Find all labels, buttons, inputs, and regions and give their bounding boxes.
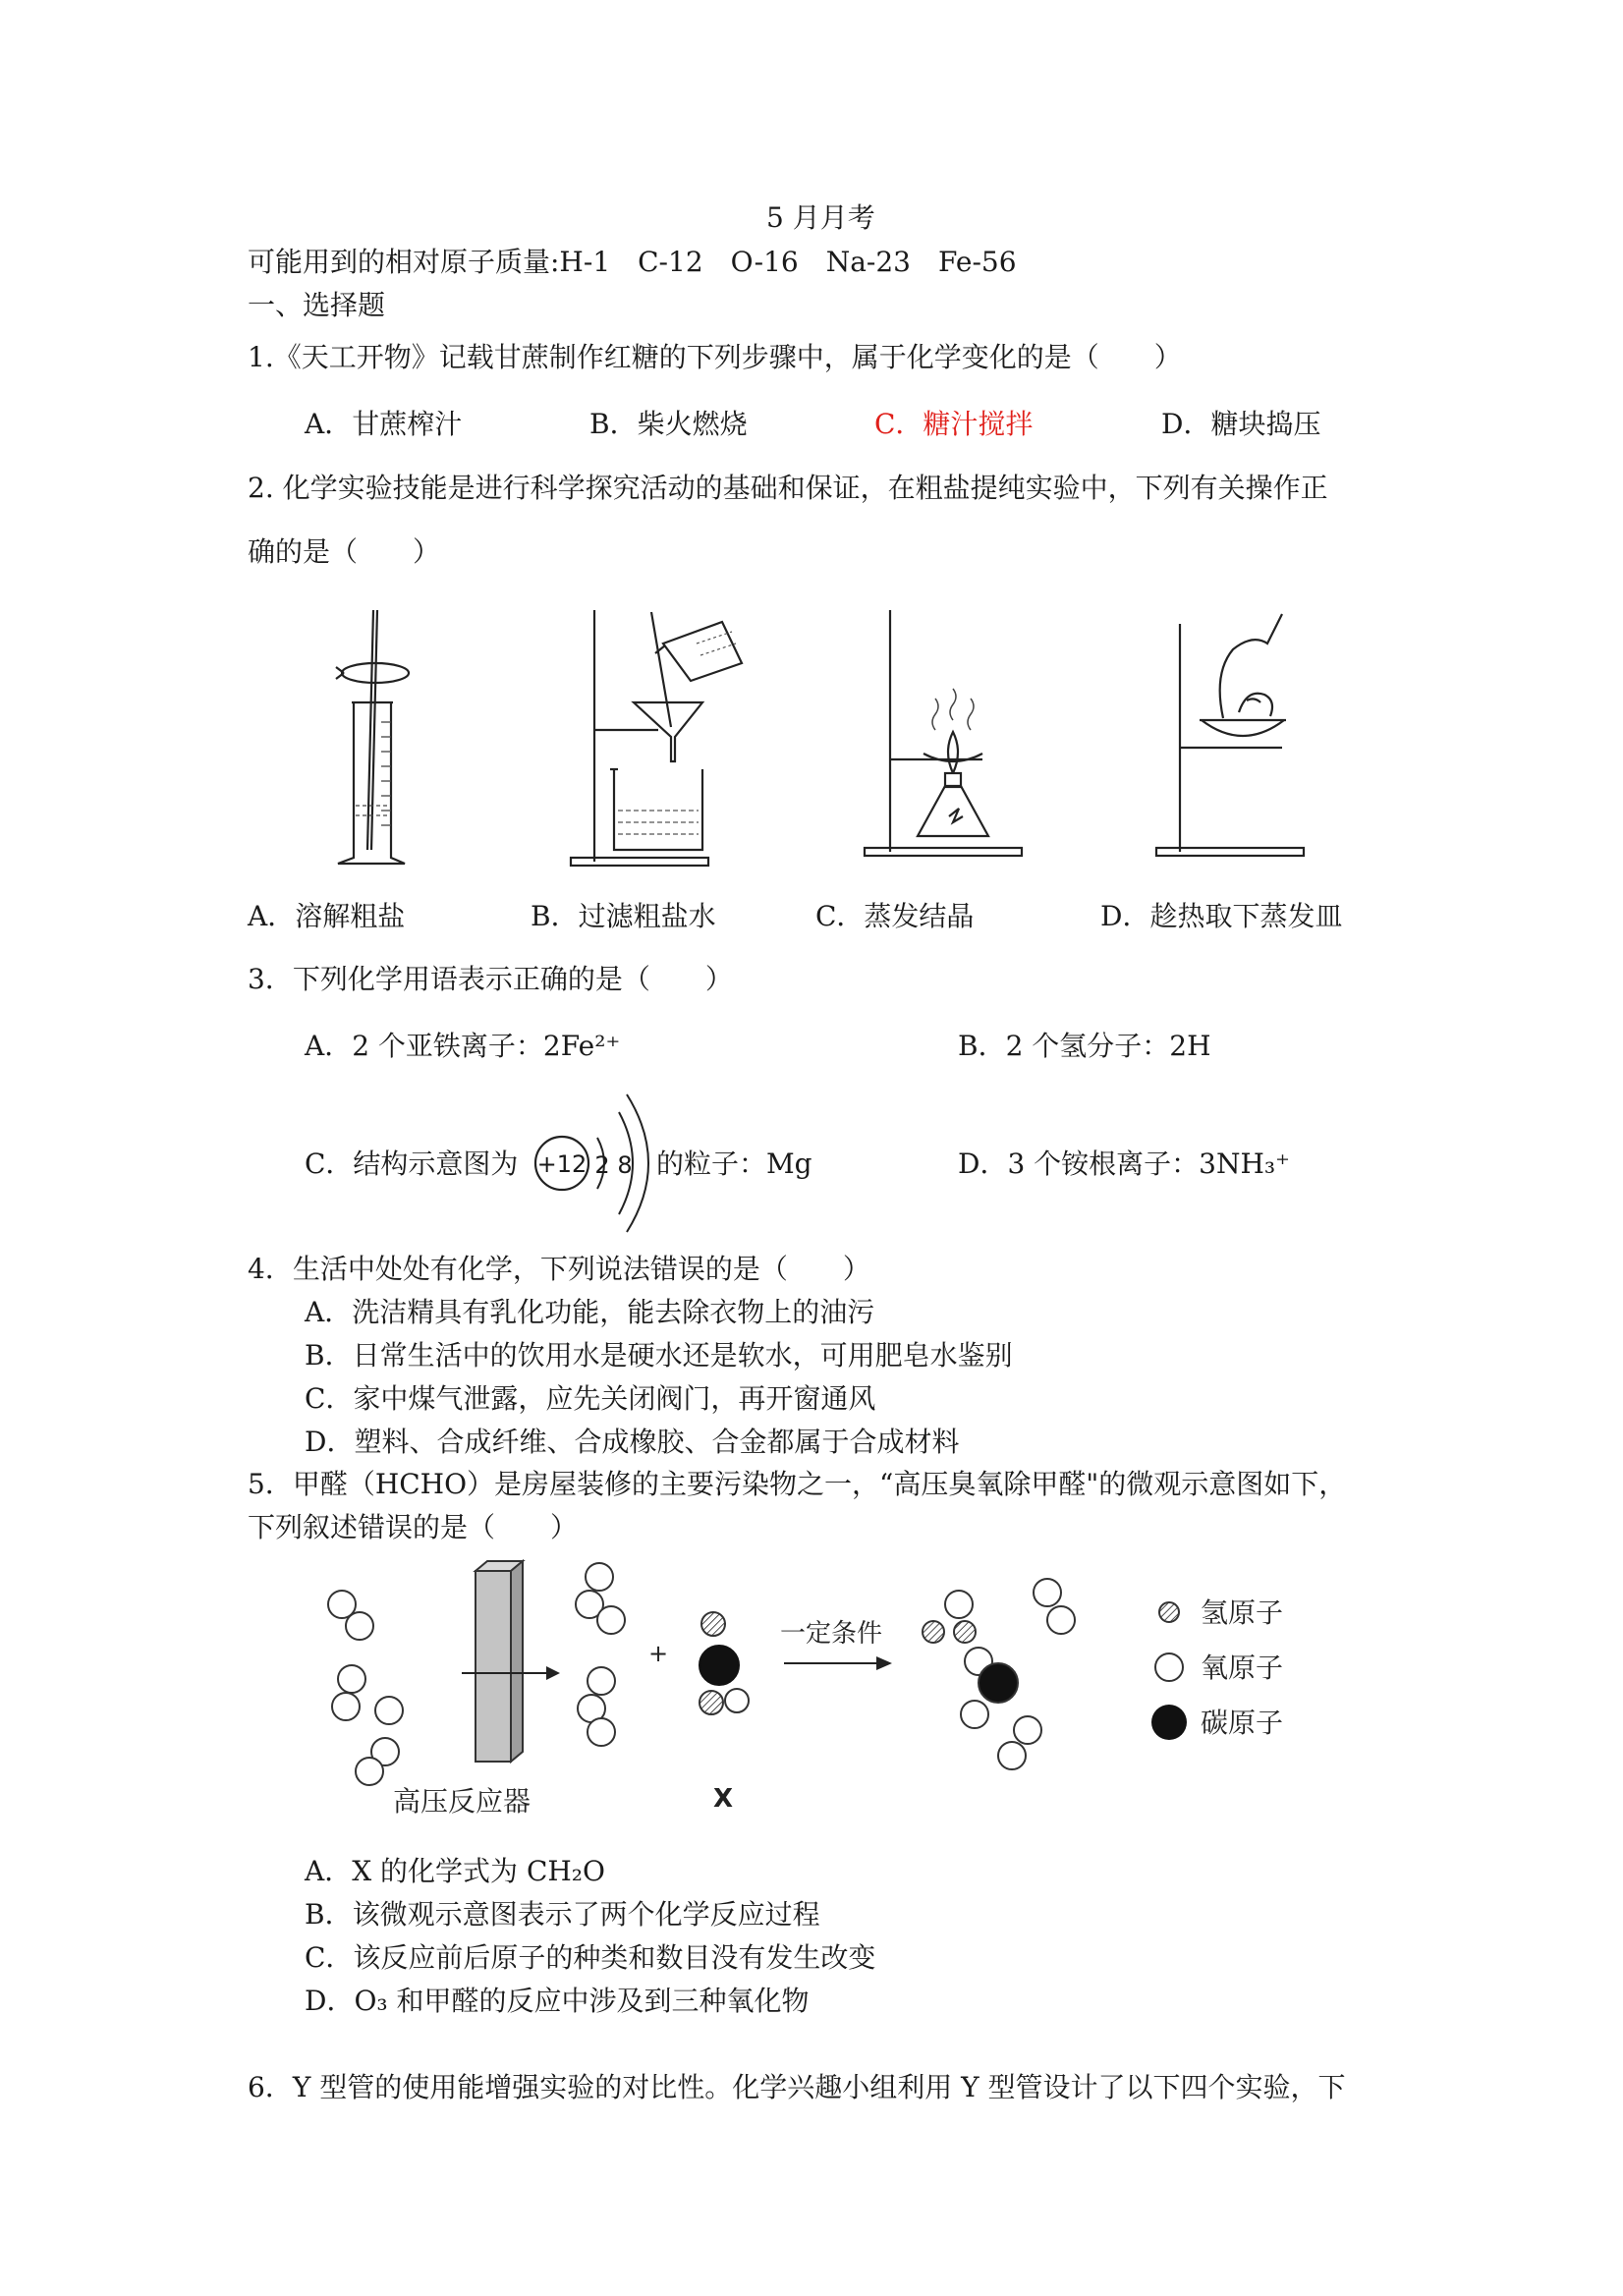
- legend-carbon: 碳原子: [1201, 1707, 1284, 1739]
- remove-dish-figure: [1145, 604, 1321, 869]
- legend-oxygen: 氧原子: [1201, 1652, 1284, 1684]
- q3-option-b: B．2 个氢分子：2H: [958, 1030, 1211, 1062]
- shell-1-electrons: 2: [594, 1151, 610, 1179]
- legend-hydrogen: 氢原子: [1201, 1596, 1284, 1629]
- x-label: X: [712, 1784, 734, 1814]
- q3-option-d: D．3 个铵根离子：3NH₃⁺: [958, 1148, 1290, 1180]
- q4-option-c: C．家中煤气泄露，应先关闭阀门，再开窗通风: [305, 1382, 876, 1415]
- q1-option-d: D．糖块捣压: [1161, 408, 1321, 440]
- q5-option-c: C．该反应前后原子的种类和数目没有发生改变: [305, 1941, 876, 1974]
- section-heading: 一、选择题: [248, 289, 386, 321]
- q5-stem-line2: 下列叙述错误的是（ ）: [248, 1511, 579, 1543]
- q4-option-d: D．塑料、合成纤维、合成橡胶、合金都属于合成材料: [305, 1426, 960, 1458]
- condition-label: 一定条件: [779, 1619, 883, 1649]
- q5-option-d: D．O₃ 和甲醛的反应中涉及到三种氧化物: [305, 1985, 810, 2017]
- dissolve-salt-figure: [314, 604, 432, 869]
- q3-option-a: A．2 个亚铁离子：2Fe²⁺: [305, 1030, 621, 1062]
- q4-stem: 4．生活中处处有化学，下列说法错误的是（ ）: [248, 1253, 870, 1285]
- q6-stem: 6．Y 型管的使用能增强实验的对比性。化学兴趣小组利用 Y 型管设计了以下四个实验，下: [248, 2071, 1346, 2103]
- q2-caption-b: B．过滤粗盐水: [531, 900, 716, 932]
- page-title: 5 月月考: [766, 201, 875, 234]
- nucleus-charge: +12: [536, 1150, 588, 1178]
- reactor-label: 高压反应器: [392, 1785, 532, 1818]
- q5-option-b: B．该微观示意图表示了两个化学反应过程: [305, 1898, 820, 1931]
- q4-option-b: B．日常生活中的饮用水是硬水还是软水，可用肥皂水鉴别: [305, 1339, 1013, 1372]
- q4-option-a: A．洗洁精具有乳化功能，能去除衣物上的油污: [305, 1296, 875, 1328]
- q5-stem-line1: 5．甲醛（HCHO）是房屋装修的主要污染物之一，“高压臭氧除甲醛"的微观示意图如下，: [248, 1468, 1347, 1500]
- ozone-formaldehyde-diagram: [324, 1557, 1326, 1832]
- q1-option-a: A．甘蔗榨汁: [305, 408, 463, 440]
- q1-stem: 1.《天工开物》记载甘蔗制作红糖的下列步骤中，属于化学变化的是（ ）: [248, 341, 1182, 373]
- atom-structure-diagram: [531, 1089, 658, 1236]
- atomic-masses: 可能用到的相对原子质量:H-1 C-12 O-16 Na-23 Fe-56: [248, 246, 1017, 278]
- filter-figure: [565, 604, 761, 869]
- q2-stem-line2: 确的是（ ）: [248, 535, 441, 568]
- q3-stem: 3．下列化学用语表示正确的是（ ）: [248, 963, 733, 995]
- evaporate-figure: [855, 604, 1032, 869]
- plus-sign: +: [647, 1640, 669, 1667]
- q3-option-c-suffix: 的粒子：Mg: [656, 1148, 812, 1180]
- q1-option-c: C．糖汁搅拌: [874, 408, 1034, 440]
- shell-2-electrons: 8: [617, 1151, 633, 1179]
- q2-caption-a: A．溶解粗盐: [248, 900, 406, 932]
- q5-option-a: A．X 的化学式为 CH₂O: [305, 1855, 605, 1887]
- q1-option-b: B．柴火燃烧: [589, 408, 748, 440]
- q2-caption-c: C．蒸发结晶: [815, 900, 975, 932]
- q2-stem-line1: 2. 化学实验技能是进行科学探究活动的基础和保证，在粗盐提纯实验中，下列有关操作正: [248, 472, 1328, 504]
- q2-caption-d: D．趁热取下蒸发皿: [1100, 900, 1343, 932]
- q3-option-c-prefix: C．结构示意图为: [305, 1148, 519, 1180]
